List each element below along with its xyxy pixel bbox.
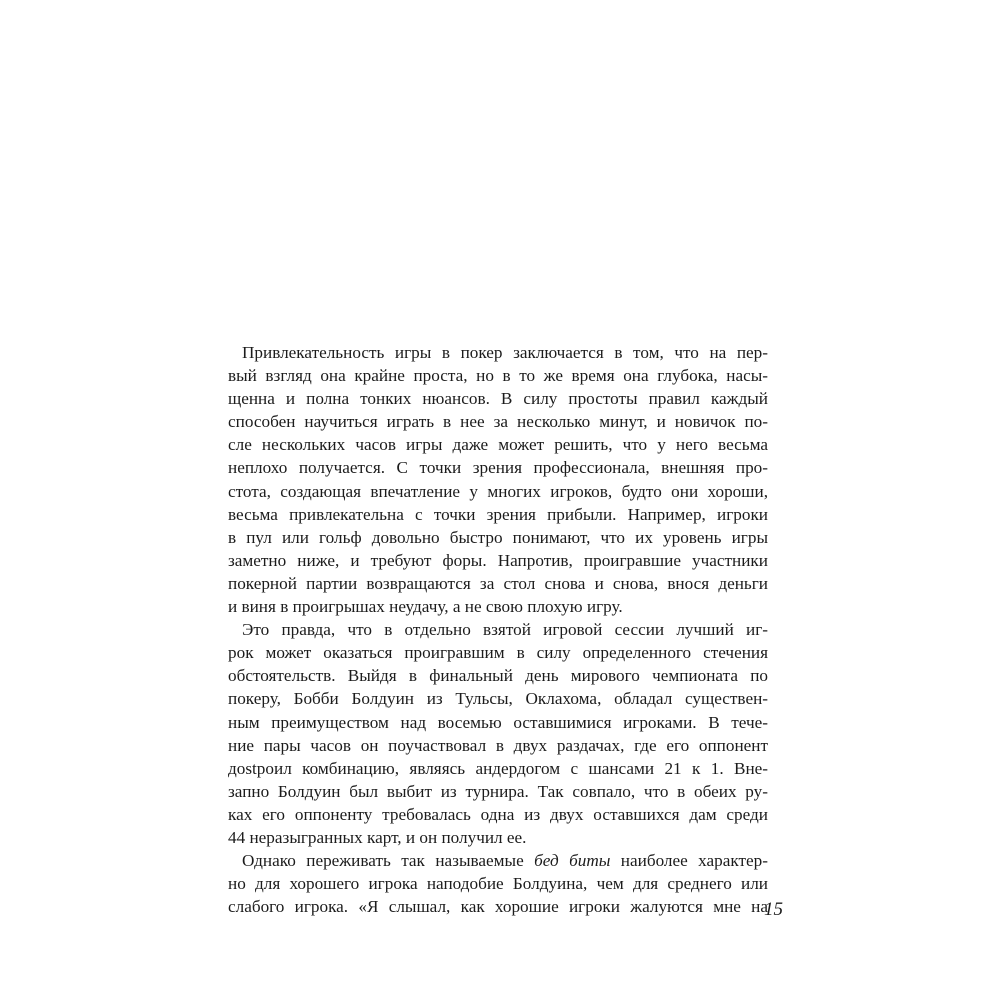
text-line: стота, создающая впечатление у многих игроков, будто они хороши, (228, 481, 768, 501)
text-line: в пул или гольф довольно быстро понимают, что их уровень игры (228, 527, 768, 547)
text-line: вый взгляд она крайне проста, но в то же время она глубока, насы- (228, 366, 768, 386)
text-line: слабого игрока. «Я слышал, как хорошие игроки жалуются мне на (228, 897, 768, 917)
text-line: весьма привлекательна с точки зрения прибыли. Например, игроки (228, 504, 768, 524)
text-line: Это правда, что в отдельно взятой игровой сессии лучший иг- (242, 620, 768, 640)
text-line: щенна и полна тонких нюансов. В силу простоты правил каждый (228, 389, 768, 409)
text-line (228, 849, 768, 872)
text-line: заметно ниже, и требуют форы. Напротив, проигравшие участники (228, 550, 768, 570)
text-line: неплохо получается. С точки зрения профессионала, внешняя про- (228, 458, 768, 478)
text-run: наиболее характер- (610, 851, 768, 871)
text-line: покеру, Бобби Болдуин из Тульсы, Оклахома, обладал существен- (228, 689, 768, 709)
text-line: ние пары часов он поучаствовал в двух раздачах, где его оппонент (228, 735, 768, 755)
text-run: Однако переживать так называемые (242, 851, 535, 871)
text-line: рок может оказаться проигравшим в силу определенного стечения (228, 643, 768, 663)
body-text (228, 341, 768, 918)
text-line: и виня в проигрышах неудачу, а не свою плохую игру. (228, 597, 623, 617)
text-line: обстоятельств. Выйдя в финальный день мирового чемпионата по (228, 666, 768, 686)
text-line: способен научиться играть в нее за несколько минут, и новичок по- (228, 412, 768, 432)
text-line: дostроил комбинацию, являясь андердогом с шансами 21 к 1. Вне- (228, 758, 768, 778)
text-line: запно Болдуин был выбит из турнира. Так совпало, что в обеих ру- (228, 781, 768, 801)
text-line: покерной партии возвращаются за стол снова и снова, внося деньги (228, 573, 768, 593)
italic-term: бед биты (534, 851, 611, 871)
text-line: но для хорошего игрока наподобие Болдуина, чем для среднего или (228, 874, 768, 894)
text-line: ным преимуществом над восемью оставшимися игроками. В тече- (228, 712, 768, 732)
text-line: ках его оппоненту требовалась одна из двух оставшихся дам среди (228, 804, 768, 824)
page-number: 15 (764, 899, 783, 920)
text-line: 44 неразыгранных карт, и он получил ее. (228, 827, 527, 847)
text-line: Привлекательность игры в покер заключается в том, что на пер- (242, 343, 768, 362)
text-line: сле нескольких часов игры даже может решить, что у него весьма (228, 435, 768, 455)
